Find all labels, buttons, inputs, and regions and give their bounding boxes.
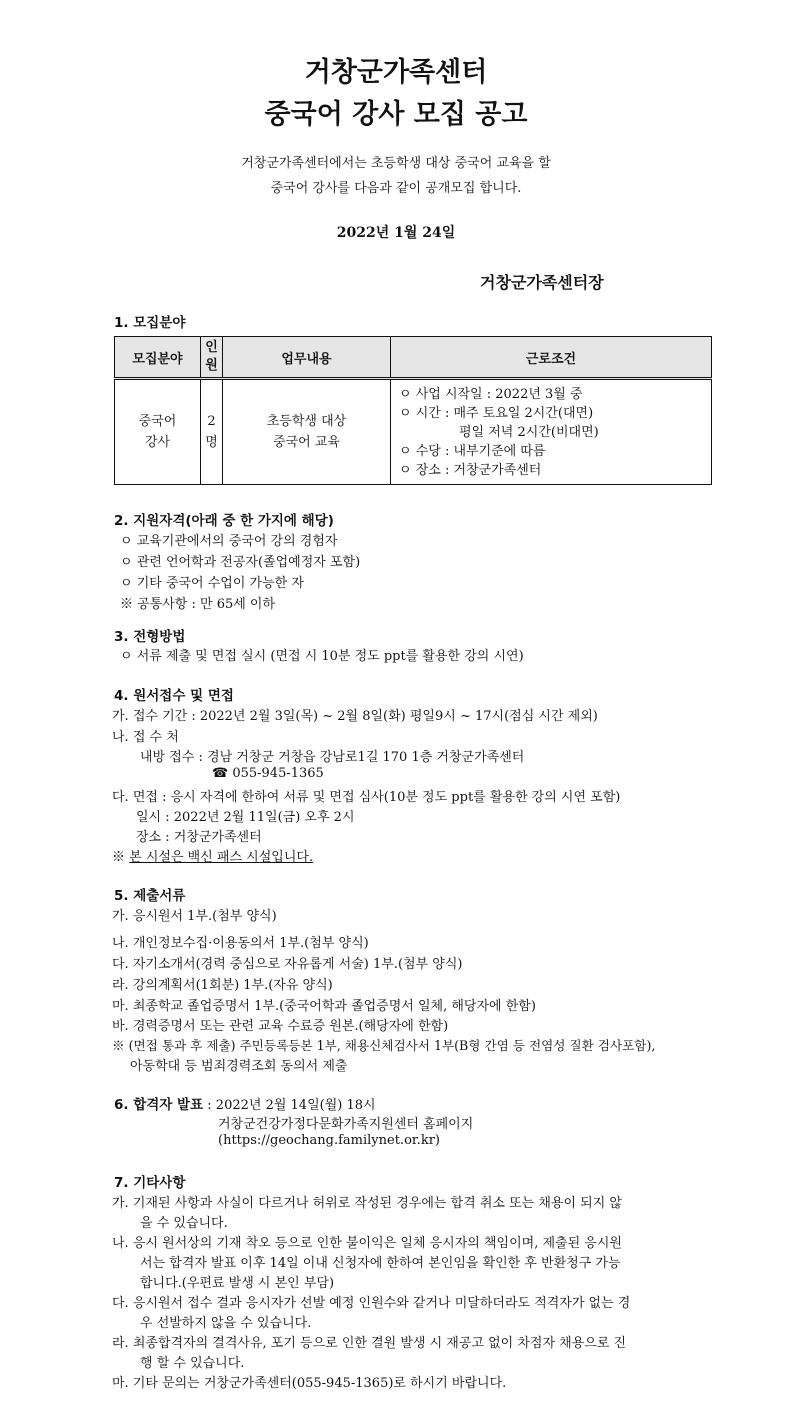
section-7-heading: 7. 기타사항 [114, 1175, 186, 1191]
signer: 거창군가족센터장 [480, 273, 604, 292]
qualification-item: ㅇ 교육기관에서의 중국어 강의 경험자 [120, 534, 338, 549]
misc-line: 라. 최종합격자의 결격사유, 포기 등으로 인한 결원 발생 시 재공고 없이 차점자 채용으로 진 [112, 1336, 627, 1351]
document-item: 나. 개인정보수집·이용동의서 1부.(첨부 양식) [112, 936, 369, 951]
document-item: 가. 응시원서 1부.(첨부 양식) [112, 909, 277, 924]
intro-line-1: 거창군가족센터에서는 초등학생 대상 중국어 교육을 할 [241, 156, 551, 171]
cell-count: 2 명 [201, 379, 223, 485]
document-item: 마. 최종학교 졸업증명서 1부.(중국어학과 졸업증명서 일체, 해당자에 한함) [112, 999, 536, 1014]
header-count: 인 원 [201, 337, 223, 379]
misc-line: 합니다.(우편료 발생 시 본인 부담) [140, 1276, 335, 1291]
cell-duty: 초등학생 대상 중국어 교육 [223, 379, 391, 485]
section-3-heading: 3. 전형방법 [114, 629, 186, 645]
header-conditions: 근로조건 [391, 337, 712, 379]
document-item: 바. 경력증명서 또는 관련 교육 수료증 원본.(해당자에 한함) [112, 1019, 449, 1034]
recruit-table [114, 336, 712, 485]
header-field: 모집분야 [115, 337, 201, 379]
org-title: 거창군가족센터 [304, 57, 488, 88]
selection-method: ㅇ 서류 제출 및 면접 실시 (면접 시 10분 정도 ppt를 활용한 강의 시연) [120, 649, 524, 664]
table-header-row [115, 337, 712, 379]
visit-address: 내방 접수 : 경남 거창군 거창읍 강남로1길 170 1층 거창군가족센터 [140, 750, 525, 765]
intro-line-2: 중국어 강사를 다음과 같이 공개모집 합니다. [270, 181, 522, 196]
misc-line: 나. 응시 원서상의 기재 착오 등으로 인한 불이익은 일체 응시자의 책임이며, 제출된 응시원 [112, 1236, 622, 1251]
section-6: 6. 합격자 발표 : 2022년 2월 14일(월) 18시 [114, 1097, 376, 1113]
document-item: 다. 자기소개서(경력 중심으로 자유롭게 서술) 1부.(첨부 양식) [112, 957, 463, 972]
misc-line: 서는 합격자 발표 이후 14일 이내 신청자에 한하여 본인임을 확인한 후 반환청구 가능 [140, 1256, 621, 1271]
header-duty: 업무내용 [223, 337, 391, 379]
qualification-item: ㅇ 기타 중국어 수업이 가능한 자 [120, 576, 304, 591]
table-row [115, 379, 712, 485]
post-interview-note-2: 아동학대 등 범죄경력조회 동의서 제출 [130, 1059, 348, 1074]
phone-number: ☎ 055-945-1365 [212, 766, 324, 781]
application-place: 나. 접 수 처 [112, 730, 179, 745]
interview-date: 일시 : 2022년 2월 11일(금) 오후 2시 [136, 810, 355, 825]
cell-conditions: ㅇ 사업 시작일 : 2022년 3월 중 ㅇ 시간 : 매주 토요일 2시간(대면) 평일 저녁 2시간(비대면) ㅇ 수당 : 내부기준에 따름 ㅇ 장소 : 거창군가족센터 [391, 379, 712, 485]
document-item: 라. 강의계획서(1회분) 1부.(자유 양식) [112, 978, 333, 993]
interview-place: 장소 : 거창군가족센터 [136, 830, 262, 845]
notice-title: 중국어 강사 모집 공고 [264, 99, 528, 130]
section-1-heading: 1. 모집분야 [114, 315, 186, 331]
post-interview-note: ※ (면접 통과 후 제출) 주민등록등본 1부, 채용신체검사서 1부(B형 간염 등 전염성 질환 검사포함), [112, 1038, 656, 1053]
section-2-heading: 2. 지원자격(아래 중 한 가지에 해당) [114, 513, 334, 529]
announcement-url: (https://geochang.familynet.or.kr) [218, 1133, 440, 1148]
cell-field: 중국어 강사 [115, 379, 201, 485]
qualification-item: ㅇ 관련 언어학과 전공자(졸업예정자 포함) [120, 555, 361, 570]
interview-info: 다. 면접 : 응시 자격에 한하여 서류 및 면접 심사(10분 정도 ppt를 활용한 강의 시연 포함) [112, 790, 621, 805]
vaccine-pass-note: ※ 본 시설은 백신 패스 시설입니다. [112, 850, 314, 865]
section-5-heading: 5. 제출서류 [114, 888, 186, 904]
misc-line: 마. 기타 문의는 거창군가족센터(055-945-1365)로 하시기 바랍니다. [112, 1376, 507, 1391]
qualification-common: ※ 공통사항 : 만 65세 이하 [120, 597, 276, 612]
misc-line: 가. 기재된 사항과 사실이 다르거나 허위로 작성된 경우에는 합격 취소 또는 채용이 되지 않 [112, 1196, 622, 1211]
section-4-heading: 4. 원서접수 및 면접 [114, 688, 234, 704]
announcement-site: 거창군건강가정다문화가족지원센터 홈페이지 [218, 1117, 474, 1132]
notice-date: 2022년 1월 24일 [336, 225, 456, 241]
misc-line: 다. 응시원서 접수 결과 응시자가 선발 예정 인원수와 같거나 미달하더라도 적격자가 없는 경 [112, 1296, 631, 1311]
misc-line: 우 선발하지 않을 수 있습니다. [140, 1316, 312, 1331]
misc-line: 행 할 수 있습니다. [140, 1356, 245, 1371]
application-period: 가. 접수 기간 : 2022년 2월 3일(목) ~ 2월 8일(화) 평일9시 ~ 17시(점심 시간 제외) [112, 709, 598, 724]
misc-line: 을 수 있습니다. [140, 1216, 228, 1231]
